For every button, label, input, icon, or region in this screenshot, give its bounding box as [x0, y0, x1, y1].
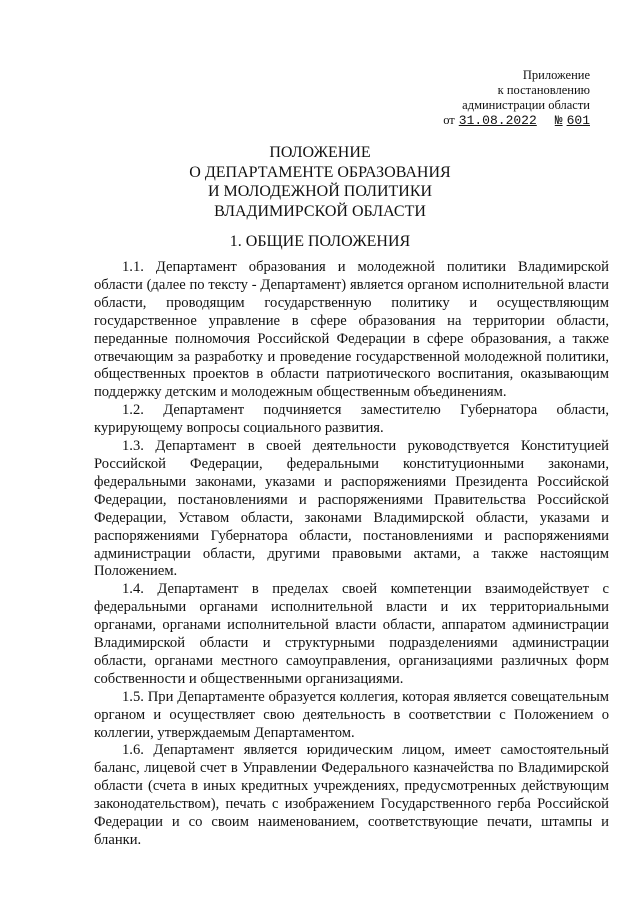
number-sign: № — [554, 113, 563, 128]
title-line-4: ВЛАДИМИРСКОЙ ОБЛАСТИ — [214, 202, 426, 220]
title-line-2: О ДЕПАРТАМЕНТЕ ОБРАЗОВАНИЯ — [189, 163, 451, 181]
resolution-number: 601 — [566, 113, 590, 128]
title-line-1: ПОЛОЖЕНИЕ — [269, 144, 371, 161]
paragraph-1-4: 1.4. Департамент в пределах своей компетенции взаимодействует с федеральными органами исполнительной власти и их территориальными органами, органами исполнительной власти области, аппаратом администрации Владимирской области и структурными подразделениями администрации области, органами местного самоуправления, организациями различных форм собственности и общественными организациями. — [94, 581, 609, 687]
paragraph-1-3: 1.3. Департамент в своей деятельности руководствуется Конституцией Российской Федерации, федеральными конституционными законами, федеральными законами, указами и распоряжениями Президента Российской Федерации, постановлениями и распоряжениями Правительства Российской Федерации, Уставом области, законами Владимирской области, указами и распоряжениями Губернатора области, постановлениями и распоряжениями администрации области, другими правовыми актами, а также настоящим Положением. — [94, 438, 609, 580]
paragraph-1-1: 1.1. Департамент образования и молодежной политики Владимирской области (далее по тексту - Департамент) является органом исполнительной власти области, проводящим государственную политику и осуществляющим государственное управление в сфере образования на территории области, переданные полномочия Российской Федерации в сфере образования, а также отвечающим за разработку и проведение государственной молодежной политики, общественных проектов в области патриотического воспитания, оказывающим поддержку детским и молодежным общественным объединениям. — [94, 259, 609, 401]
section-heading: 1. ОБЩИЕ ПОЛОЖЕНИЯ — [229, 233, 411, 250]
paragraph-1-2: 1.2. Департамент подчиняется заместителю Губернатора области, курирующему вопросы социального развития. — [94, 402, 609, 437]
appendix-resolution-label: к постановлению — [497, 83, 590, 97]
appendix-date-line — [380, 113, 590, 128]
section-body — [94, 259, 609, 850]
appendix-administration-label: администрации области — [462, 98, 590, 112]
appendix-block — [380, 68, 590, 128]
paragraph-1-6: 1.6. Департамент является юридическим лицом, имеет самостоятельный баланс, лицевой счет в Управлении Федерального казначейства по Владимирской области (счета в иных кредитных учреждениях, предусмотренных действующим законодательством), печать с изображением Государственного герба Российской Федерации и со своим наименованием, соответствующие печати, штампы и бланки. — [94, 742, 609, 848]
appendix-label: Приложение — [522, 68, 590, 82]
date-prefix: от — [443, 113, 455, 127]
paragraph-1-5: 1.5. При Департаменте образуется коллегия, которая является совещательным органом и осуществляет свою деятельность в соответствии с Положением о коллегии, утверждаемым Департаментом. — [94, 688, 609, 741]
title-line-3: И МОЛОДЕЖНОЙ ПОЛИТИКИ — [207, 183, 433, 200]
resolution-date: 31.08.2022 — [458, 113, 537, 128]
document-title — [120, 143, 520, 221]
